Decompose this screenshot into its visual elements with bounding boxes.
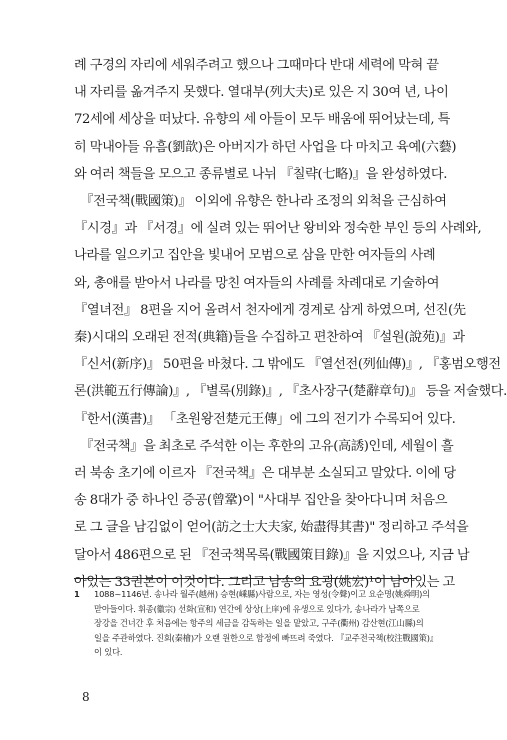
body-line: 『신서(新序)』 50편을 바쳤다. 그 밖에도 『열선전(列仙傳)』, 『홍범오행전 [74,357,501,373]
body-line: 『전국책(戰國策)』 이외에 유향은 한나라 조정의 외척을 근심하여 [74,194,447,210]
page-number: 8 [82,690,90,704]
body-line: 秦)시대의 오래된 전적(典籍)들을 수집하고 편찬하여 『설원(說苑)』과 [74,330,465,346]
footnote-line: 장강을 건너간 후 처음에는 항주의 세금을 감독하는 일을 맡았고, 구주(衢州) 감산현(江山縣)의 [94,618,424,629]
footnote-number: 1 [74,589,80,599]
body-line: 아있는 33권본이 이것이다. 그리고 남송의 요굉(姚宏)¹이 남아있는 고 [74,574,455,590]
footnote-rule [74,578,416,579]
body-text [74,52,507,596]
body-line: 러 북송 초기에 이르자 『전국책』은 대부분 소실되고 말았다. 이에 당 [74,466,456,482]
body-line: 와 여러 책들을 모으고 종류별로 나뉘 『칠략(七略)』을 완성하였다. [74,166,448,182]
body-line: 『시경』과 『서경』에 실려 있는 뛰어난 왕비와 정숙한 부인 등의 사례와, [74,221,482,237]
body-line: 로 그 글을 남김없이 얻어(訪之士大夫家, 始盡得其書)" 정리하고 주석을 [74,520,469,536]
footnote-line: 이 있다. [94,647,123,658]
footnote-line: 1088~1146년. 송나라 월주(越州) 승현(嵊縣)사람으로, 자는 영성(令聲)이고 요순명(姚舜明)의 [94,589,430,599]
footnote-line: 맏아들이다. 휘종(徽宗) 선화(宣和) 연간에 상상(上庠)에 유생으로 있다가, 송나라가 남쪽으로 [94,603,420,614]
footnote-line: 일을 주관하였다. 진회(秦檜)가 오랜 원한으로 함정에 빠뜨려 죽였다. 『교주전국책(校注戰國策)』 [94,632,438,643]
body-line: 『한서(漢書)』 「초원왕전楚元王傳」에 그의 전기가 수록되어 있다. [74,411,456,427]
body-line: 『전국책』을 최초로 주석한 이는 후한의 고유(高誘)인데, 세월이 흘 [74,438,454,454]
body-line: 72세에 세상을 떠났다. 유향의 세 아들이 모두 배움에 뛰어났는데, 특 [74,112,450,128]
body-line: 『열녀전』 8편을 지어 올려서 천자에게 경계로 삼게 하였으며, 선진(先 [74,302,466,318]
body-line: 례 구경의 자리에 세워주려고 했으나 그때마다 반대 세력에 막혀 끝 [74,58,439,73]
body-line: 와, 총애를 받아서 나라를 망친 여자들의 사례를 차례대로 기술하여 [74,275,440,291]
footnote [74,587,438,660]
body-line: 내 자리를 옮겨주지 못했다. 열대부(列大夫)로 있은 지 30여 년, 나이 [74,85,449,101]
body-line: 달아서 486편으로 된 『전국책목록(戰國策目錄)』을 지었으나, 지금 남 [74,547,470,563]
body-line: 론(洪範五行傳論)』, 『별록(別錄)』, 『초사장구(楚辭章句)』 등을 저술했다. [74,384,507,400]
body-line: 송 8대가 중 하나인 증공(曾鞏)이 "사대부 집안을 찾아다니며 처음으 [74,493,448,509]
body-line: 히 막내아들 유흠(劉歆)은 아버지가 하던 사업을 다 마치고 육예(六藝) [74,139,457,155]
body-line: 나라를 일으키고 집안을 빛내어 모범으로 삼을 만한 여자들의 사례 [74,248,436,264]
